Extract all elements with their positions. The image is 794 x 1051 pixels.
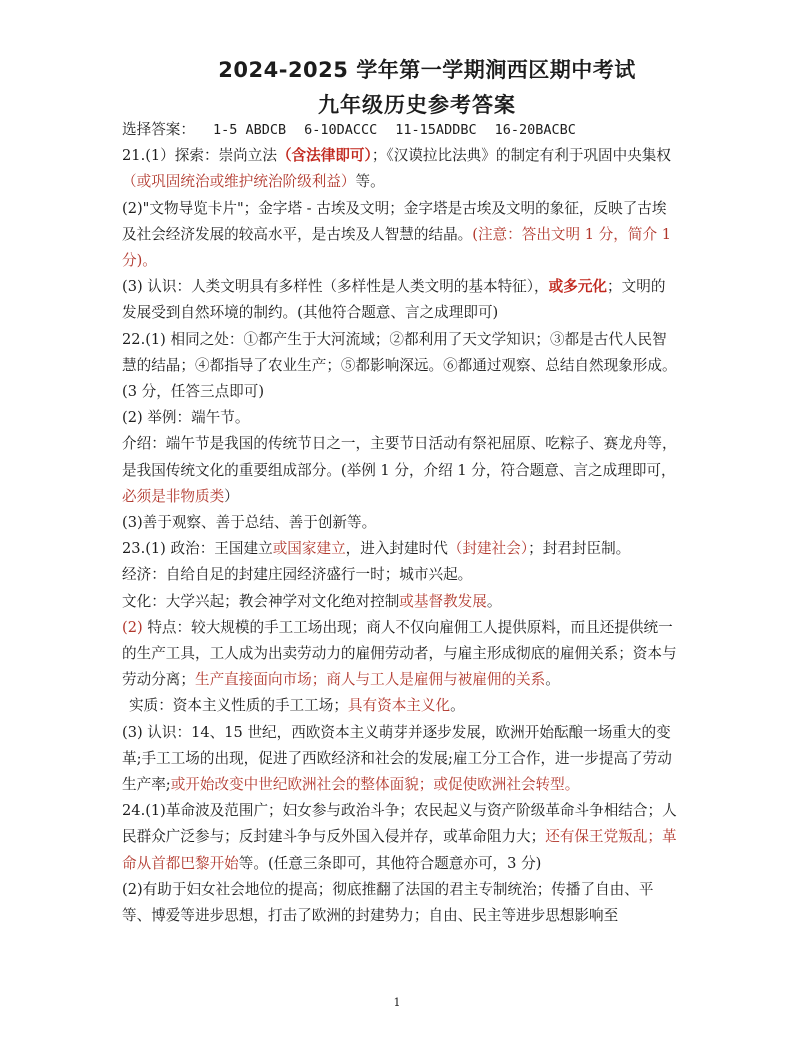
q21-p1-text: 21.(1）探索：崇尚立法 xyxy=(122,147,277,165)
q23-p4-note: 生产直接面向市场；商人与工人是雇佣与被雇佣的关系 xyxy=(194,671,546,689)
choice-group-1: 1-5 ABDCB xyxy=(212,122,287,138)
q21-p1-text3: 等。 xyxy=(355,173,385,191)
q23-part3 xyxy=(122,720,678,799)
q23-p6-text: (3) 认识：14、15 世纪，西欧资本主义萌芽并逐步发展，欧洲开始酝酿一场重大的变革;手工工场的出现，促进了西欧经济和社会的发展;雇工分工合作，进一步提高了劳动生产率; xyxy=(122,723,672,794)
q24-p1-note: 还有保王党叛乱；革命从首都巴黎开始 xyxy=(122,828,677,872)
q21-p3-text2: ；文明的发展受到自然环境的制约。(其他符合题意、言之成理即可) xyxy=(122,278,666,322)
q23-p1-text3: ；封君封臣制。 xyxy=(528,540,631,558)
q22-part2-intro xyxy=(122,431,678,510)
q22-p3-text: 介绍：端午节是我国的传统节日之一，主要节日活动有祭祀屈原、吃粽子、赛龙舟等，是我国传统文化的重要组成部分。(举例 1 分，介绍 1 分，符合题意、言之成理即可， xyxy=(122,435,677,479)
choice-group-3: 11-15ADDBC xyxy=(395,122,477,138)
q24-part2: (2)有助于妇女社会地位的提高；彻底推翻了法国的君主专制统治；传播了自由、平等、博爱等进步思想，打击了欧洲的封建势力；自由、民主等进步思想影响至 xyxy=(122,880,654,925)
q23-p3-note: 或基督教发展 xyxy=(399,592,487,610)
q22-part2: (2) 举例：端午节。 xyxy=(122,409,250,427)
q23-p3-text: 文化：大学兴起；教会神学对文化绝对控制 xyxy=(122,592,400,610)
q23-p5-text2: 。 xyxy=(450,697,465,715)
q21-p2-text: (2)"文物导览卡片"；金字塔 - 古埃及文明；金字塔是古埃及文明的象征，反映了古埃及社会经济发展的较高水平，是古埃及人智慧的结晶。 xyxy=(122,199,667,243)
q23-p4-text: 特点：较大规模的手工工场出现；商人不仅向雇佣工人提供原料，而且还提供统一的生产工具，工人成为出卖劳动力的雇佣劳动者，与雇主形成彻底的雇佣关系；资本与劳动分离； xyxy=(122,618,677,689)
q21-p1-note2: （或巩固统治或维护统治阶级利益） xyxy=(122,173,356,191)
q21-part1 xyxy=(122,143,678,195)
q22-part1: 22.(1) 相同之处：①都产生于大河流域；②都利用了天文学知识；③都是古代人民智慧的结晶；④都指导了农业生产；⑤都影响深远。⑥都通过观察、总结自然现象形成。(3 分，任答三点即可) xyxy=(122,330,677,401)
q24-p1-text2: 等。(任意三条即可，其他符合题意亦可，3 分) xyxy=(238,854,542,872)
choice-group-2: 6-10DACCC xyxy=(304,122,378,138)
q22-part3: (3)善于观察、善于总结、善于创新等。 xyxy=(122,514,377,532)
answer-key-title: 九年级历史参考答案 xyxy=(318,93,516,117)
q23-part2-features xyxy=(122,615,678,694)
q21-p1-text2: ；《汉谟拉比法典》的制定有利于巩固中央集权 xyxy=(371,147,671,165)
q23-p4-number: (2) xyxy=(122,618,143,636)
answer-body xyxy=(122,117,678,929)
q23-p1-note2: （封建社会） xyxy=(447,540,529,558)
q21-p2-note: (注意：答出文明 1 分，简介 1 分)。 xyxy=(122,225,671,270)
q23-p6-note: 或开始改变中世纪欧洲社会的整体面貌；或促使欧洲社会转型。 xyxy=(170,776,580,794)
q23-part1-culture xyxy=(122,589,678,615)
page-number: 1 xyxy=(393,996,401,1009)
q23-p3-text2: 。 xyxy=(486,592,502,610)
choice-label: 选择答案： xyxy=(122,121,195,138)
q24-p1-text: 24.(1)革命波及范围广；妇女参与政治斗争；农民起义与资产阶级革命斗争相结合；人民群众广泛参与；反封建斗争与反外国入侵并存，或革命阻力大； xyxy=(122,802,677,846)
exam-title: 2024-2025 学年第一学期涧西区期中考试 xyxy=(218,58,636,82)
choice-group-4: 16-20BACBC xyxy=(494,122,576,138)
q23-part2-essence xyxy=(122,693,678,719)
q22-p3-text2: ） xyxy=(224,487,239,505)
q24-part1 xyxy=(122,798,678,877)
q21-p3-note: 或多元化 xyxy=(548,278,608,296)
q21-p1-note: （含法律即可） xyxy=(276,147,372,165)
q23-p1-note: 或国家建立 xyxy=(272,540,346,558)
q23-p5-text: 实质：资本主义性质的手工工场； xyxy=(129,697,348,715)
q23-p1-text: 23.(1) 政治：王国建立 xyxy=(122,540,273,558)
q23-part1-economy: 经济：自给自足的封建庄园经济盛行一时；城市兴起。 xyxy=(122,566,473,584)
q21-part2 xyxy=(122,196,678,275)
q22-p3-note: 必须是非物质类 xyxy=(122,487,225,505)
q23-part1-politics xyxy=(122,536,678,562)
choice-answers-line xyxy=(122,117,678,143)
q21-p3-text: (3) 认识：人类文明具有多样性（多样性是人类文明的基本特征）， xyxy=(122,278,549,296)
q23-p5-note: 具有资本主义化 xyxy=(347,697,451,715)
q23-p1-text2: ，进入封建时代 xyxy=(345,540,448,558)
q23-p4-text2: 。 xyxy=(545,671,560,689)
q21-part3 xyxy=(122,274,678,326)
